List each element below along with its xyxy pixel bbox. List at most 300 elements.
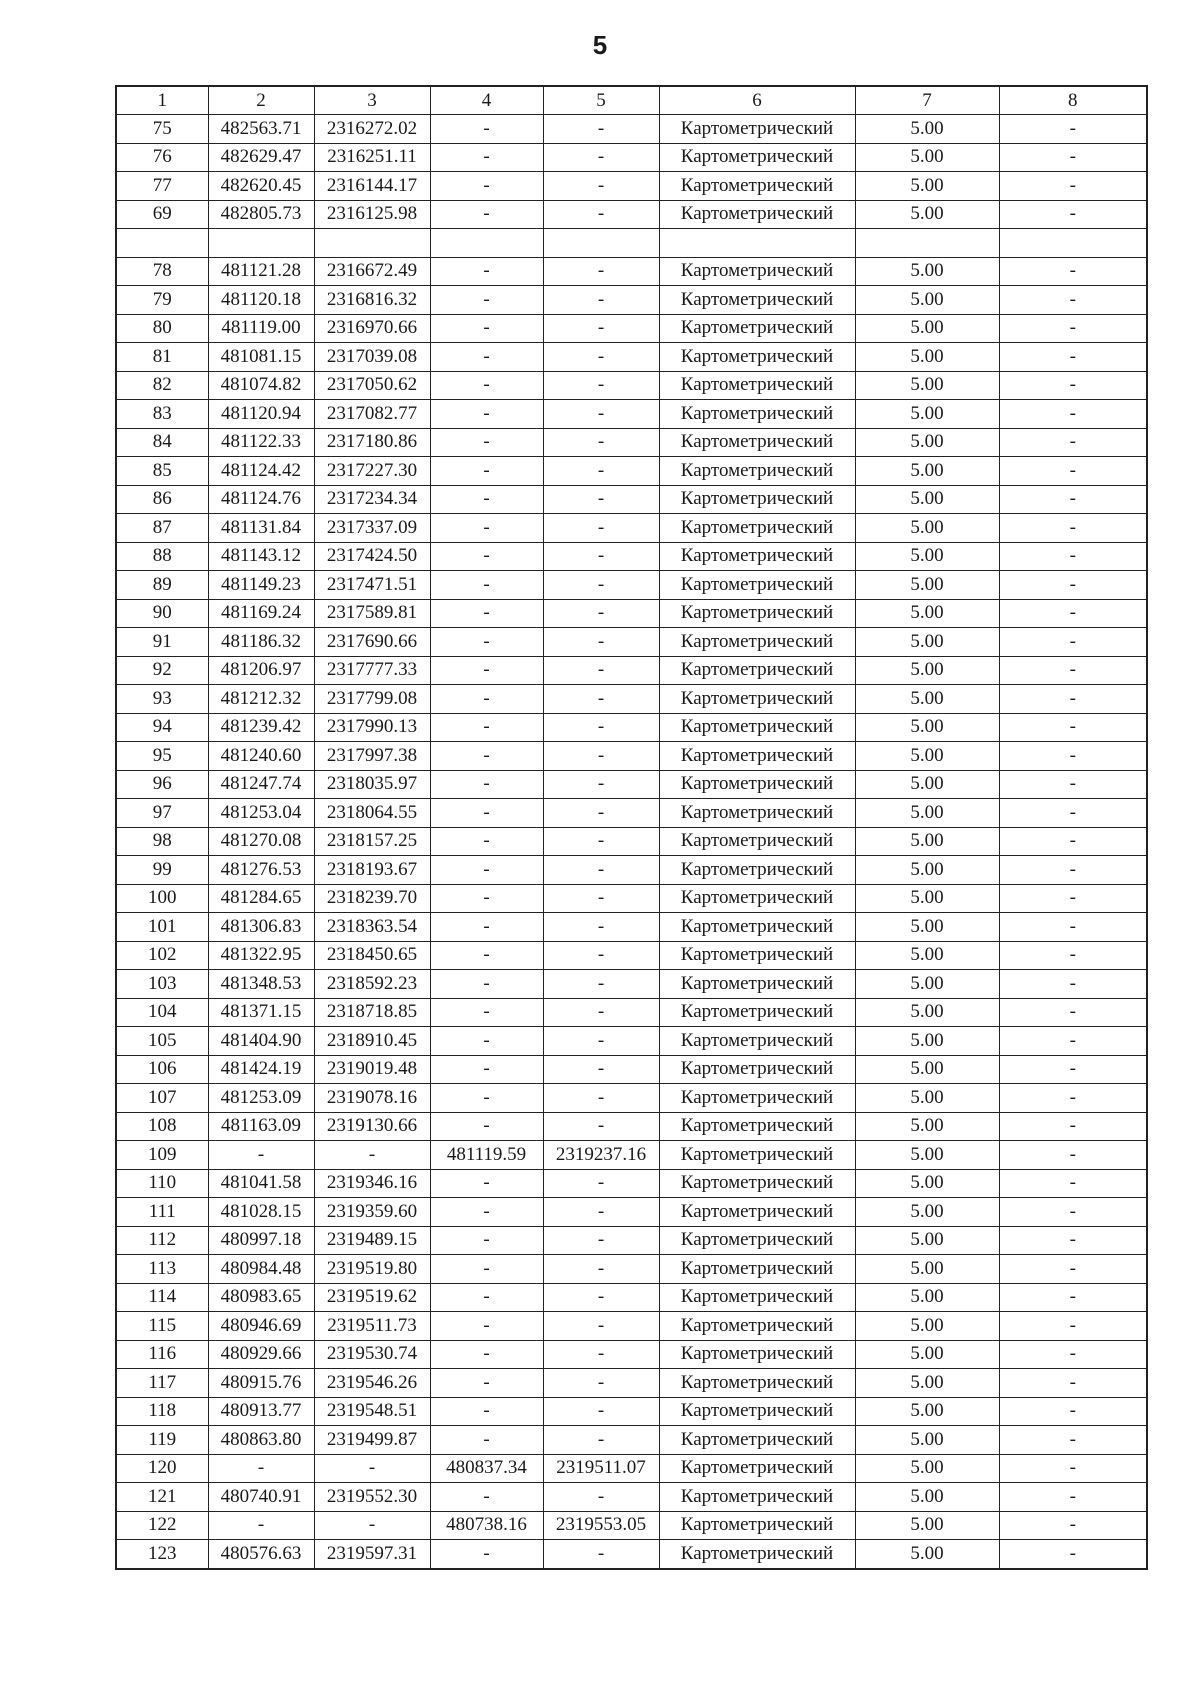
x-new-cell: - [430, 514, 543, 543]
x-new-cell: - [430, 371, 543, 400]
description-cell: - [999, 1426, 1147, 1455]
method-cell: Картометрический [659, 371, 855, 400]
point-number-cell: 82 [116, 371, 208, 400]
y-coordinate-cell: 2316144.17 [314, 172, 430, 201]
y-coordinate-cell: 2318157.25 [314, 827, 430, 856]
method-cell: Картометрический [659, 1112, 855, 1141]
table-body [116, 115, 1147, 1569]
accuracy-cell: 5.00 [855, 913, 999, 942]
method-cell: Картометрический [659, 1198, 855, 1227]
method-cell: Картометрический [659, 1226, 855, 1255]
y-new-cell: - [543, 343, 659, 372]
y-new-cell: - [543, 884, 659, 913]
description-cell: - [999, 1198, 1147, 1227]
x-new-cell: - [430, 1397, 543, 1426]
table-row [116, 941, 1147, 970]
x-new-cell: - [430, 1112, 543, 1141]
description-cell: - [999, 457, 1147, 486]
description-cell: - [999, 514, 1147, 543]
y-coordinate-cell: 2319359.60 [314, 1198, 430, 1227]
accuracy-cell: 5.00 [855, 1454, 999, 1483]
accuracy-cell: 5.00 [855, 314, 999, 343]
y-new-cell: - [543, 970, 659, 999]
x-coordinate-cell: 481424.19 [208, 1055, 314, 1084]
point-number-cell: 114 [116, 1283, 208, 1312]
x-new-cell: - [430, 713, 543, 742]
point-number-cell: 97 [116, 799, 208, 828]
table-row [116, 827, 1147, 856]
point-number-cell: 109 [116, 1141, 208, 1170]
column-header-1: 1 [116, 86, 208, 115]
point-number-cell: 77 [116, 172, 208, 201]
method-cell: Картометрический [659, 913, 855, 942]
x-coordinate-cell: 481163.09 [208, 1112, 314, 1141]
y-new-cell: 2319237.16 [543, 1141, 659, 1170]
column-header-6: 6 [659, 86, 855, 115]
x-new-cell: - [430, 856, 543, 885]
accuracy-cell: 5.00 [855, 542, 999, 571]
y-new-cell: - [543, 656, 659, 685]
description-cell: - [999, 742, 1147, 771]
accuracy-cell: 5.00 [855, 856, 999, 885]
accuracy-cell: 5.00 [855, 685, 999, 714]
accuracy-cell: 5.00 [855, 343, 999, 372]
y-coordinate-cell: 2317990.13 [314, 713, 430, 742]
point-number-cell: 122 [116, 1511, 208, 1540]
description-cell: - [999, 941, 1147, 970]
table-row [116, 115, 1147, 144]
point-number-cell: 118 [116, 1397, 208, 1426]
accuracy-cell: 5.00 [855, 628, 999, 657]
x-new-cell: 481119.59 [430, 1141, 543, 1170]
table-row [116, 599, 1147, 628]
method-cell: Картометрический [659, 1454, 855, 1483]
table-row [116, 799, 1147, 828]
accuracy-cell: 5.00 [855, 884, 999, 913]
x-coordinate-cell: 481120.18 [208, 286, 314, 315]
point-number-cell: 99 [116, 856, 208, 885]
accuracy-cell: 5.00 [855, 371, 999, 400]
accuracy-cell: 5.00 [855, 970, 999, 999]
table-row [116, 1511, 1147, 1540]
y-new-cell: - [543, 1084, 659, 1113]
page-number: 5 [592, 30, 608, 60]
description-cell: - [999, 599, 1147, 628]
method-cell: Картометрический [659, 571, 855, 600]
table-row [116, 656, 1147, 685]
table-row [116, 884, 1147, 913]
y-new-cell: - [543, 1397, 659, 1426]
y-coordinate-cell: 2317424.50 [314, 542, 430, 571]
y-coordinate-cell: 2319597.31 [314, 1540, 430, 1569]
point-number-cell: 78 [116, 257, 208, 286]
point-number-cell: 98 [116, 827, 208, 856]
x-coordinate-cell: 481306.83 [208, 913, 314, 942]
accuracy-cell: 5.00 [855, 713, 999, 742]
y-coordinate-cell: 2319489.15 [314, 1226, 430, 1255]
y-coordinate-cell: 2318035.97 [314, 770, 430, 799]
description-cell: - [999, 770, 1147, 799]
method-cell: Картометрический [659, 1055, 855, 1084]
method-cell: Картометрический [659, 1169, 855, 1198]
description-cell: - [999, 343, 1147, 372]
y-coordinate-cell: 2319019.48 [314, 1055, 430, 1084]
x-new-cell: - [430, 1540, 543, 1569]
accuracy-cell: 5.00 [855, 1540, 999, 1569]
point-number-cell: 88 [116, 542, 208, 571]
point-number-cell: 100 [116, 884, 208, 913]
table-row [116, 343, 1147, 372]
y-new-cell: - [543, 1340, 659, 1369]
table-row [116, 143, 1147, 172]
x-coordinate-cell: 480946.69 [208, 1312, 314, 1341]
point-number-cell: 121 [116, 1483, 208, 1512]
y-coordinate-cell: 2317799.08 [314, 685, 430, 714]
y-new-cell: - [543, 314, 659, 343]
y-coordinate-cell: 2319499.87 [314, 1426, 430, 1455]
table-row [116, 1454, 1147, 1483]
table-row [116, 1112, 1147, 1141]
point-number-cell: 85 [116, 457, 208, 486]
method-cell: Картометрический [659, 656, 855, 685]
description-cell: - [999, 1454, 1147, 1483]
method-cell: Картометрический [659, 457, 855, 486]
x-coordinate-cell: 482629.47 [208, 143, 314, 172]
table-row [116, 542, 1147, 571]
description-cell: - [999, 1511, 1147, 1540]
x-coordinate-cell: 481247.74 [208, 770, 314, 799]
x-coordinate-cell: 481404.90 [208, 1027, 314, 1056]
table-header-row [116, 86, 1147, 115]
point-number-cell: 80 [116, 314, 208, 343]
table-row [116, 998, 1147, 1027]
column-header-8: 8 [999, 86, 1147, 115]
x-new-cell: - [430, 172, 543, 201]
description-cell [999, 229, 1147, 258]
x-coordinate-cell: 481074.82 [208, 371, 314, 400]
x-new-cell: - [430, 799, 543, 828]
accuracy-cell: 5.00 [855, 143, 999, 172]
accuracy-cell: 5.00 [855, 286, 999, 315]
description-cell: - [999, 1283, 1147, 1312]
y-new-cell: - [543, 941, 659, 970]
y-new-cell: - [543, 913, 659, 942]
x-new-cell: - [430, 941, 543, 970]
y-new-cell: - [543, 770, 659, 799]
y-coordinate-cell: 2319548.51 [314, 1397, 430, 1426]
x-coordinate-cell: 481081.15 [208, 343, 314, 372]
table-row [116, 713, 1147, 742]
table-row [116, 1169, 1147, 1198]
y-new-cell: - [543, 1112, 659, 1141]
x-coordinate-cell: 480997.18 [208, 1226, 314, 1255]
description-cell: - [999, 400, 1147, 429]
table-row [116, 1369, 1147, 1398]
point-number-cell: 106 [116, 1055, 208, 1084]
x-new-cell: - [430, 685, 543, 714]
x-new-cell: - [430, 827, 543, 856]
accuracy-cell: 5.00 [855, 770, 999, 799]
point-number-cell: 123 [116, 1540, 208, 1569]
table-row [116, 257, 1147, 286]
y-new-cell: - [543, 998, 659, 1027]
y-coordinate-cell: 2319546.26 [314, 1369, 430, 1398]
accuracy-cell: 5.00 [855, 599, 999, 628]
point-number-cell: 107 [116, 1084, 208, 1113]
accuracy-cell: 5.00 [855, 571, 999, 600]
method-cell: Картометрический [659, 970, 855, 999]
table-row [116, 1397, 1147, 1426]
point-number-cell: 87 [116, 514, 208, 543]
y-new-cell: - [543, 1198, 659, 1227]
accuracy-cell [855, 229, 999, 258]
point-number-cell: 111 [116, 1198, 208, 1227]
x-coordinate-cell: - [208, 1454, 314, 1483]
method-cell: Картометрический [659, 343, 855, 372]
y-new-cell: - [543, 143, 659, 172]
table-row [116, 514, 1147, 543]
point-number-cell: 96 [116, 770, 208, 799]
point-number-cell: 105 [116, 1027, 208, 1056]
accuracy-cell: 5.00 [855, 1369, 999, 1398]
accuracy-cell: 5.00 [855, 428, 999, 457]
method-cell: Картометрический [659, 1426, 855, 1455]
y-coordinate-cell: 2316251.11 [314, 143, 430, 172]
table-row [116, 1055, 1147, 1084]
x-coordinate-cell: 481028.15 [208, 1198, 314, 1227]
description-cell: - [999, 1226, 1147, 1255]
description-cell: - [999, 856, 1147, 885]
accuracy-cell: 5.00 [855, 1340, 999, 1369]
y-new-cell: - [543, 628, 659, 657]
description-cell: - [999, 200, 1147, 229]
method-cell: Картометрический [659, 542, 855, 571]
method-cell: Картометрический [659, 200, 855, 229]
accuracy-cell: 5.00 [855, 1426, 999, 1455]
accuracy-cell: 5.00 [855, 1112, 999, 1141]
description-cell: - [999, 428, 1147, 457]
x-coordinate-cell: 481206.97 [208, 656, 314, 685]
table-row [116, 485, 1147, 514]
y-coordinate-cell: 2317690.66 [314, 628, 430, 657]
table-row [116, 1340, 1147, 1369]
x-new-cell: - [430, 770, 543, 799]
x-new-cell: - [430, 1198, 543, 1227]
x-coordinate-cell: - [208, 1141, 314, 1170]
x-coordinate-cell: 481041.58 [208, 1169, 314, 1198]
x-coordinate-cell: 481124.76 [208, 485, 314, 514]
x-new-cell: - [430, 1340, 543, 1369]
accuracy-cell: 5.00 [855, 1312, 999, 1341]
point-number-cell: 108 [116, 1112, 208, 1141]
y-coordinate-cell: 2317234.34 [314, 485, 430, 514]
table-row [116, 428, 1147, 457]
method-cell: Картометрический [659, 827, 855, 856]
method-cell: Картометрический [659, 628, 855, 657]
method-cell: Картометрический [659, 1369, 855, 1398]
description-cell: - [999, 571, 1147, 600]
method-cell: Картометрический [659, 1340, 855, 1369]
description-cell: - [999, 998, 1147, 1027]
description-cell: - [999, 628, 1147, 657]
point-number-cell: 92 [116, 656, 208, 685]
y-new-cell: - [543, 1226, 659, 1255]
point-number-cell [116, 229, 208, 258]
accuracy-cell: 5.00 [855, 1511, 999, 1540]
x-coordinate-cell: 480913.77 [208, 1397, 314, 1426]
column-header-3: 3 [314, 86, 430, 115]
y-new-cell: - [543, 1169, 659, 1198]
point-number-cell: 90 [116, 599, 208, 628]
y-new-cell: - [543, 1055, 659, 1084]
x-coordinate-cell: 481371.15 [208, 998, 314, 1027]
y-coordinate-cell: 2318363.54 [314, 913, 430, 942]
y-new-cell: - [543, 257, 659, 286]
y-coordinate-cell: 2318718.85 [314, 998, 430, 1027]
x-new-cell: - [430, 485, 543, 514]
x-new-cell: - [430, 1369, 543, 1398]
point-number-cell: 86 [116, 485, 208, 514]
x-coordinate-cell: 480863.80 [208, 1426, 314, 1455]
x-coordinate-cell: 480984.48 [208, 1255, 314, 1284]
x-new-cell: - [430, 400, 543, 429]
accuracy-cell: 5.00 [855, 115, 999, 144]
description-cell: - [999, 1483, 1147, 1512]
accuracy-cell: 5.00 [855, 457, 999, 486]
y-coordinate-cell: 2318064.55 [314, 799, 430, 828]
x-coordinate-cell: 481186.32 [208, 628, 314, 657]
coordinates-table [115, 85, 1148, 1570]
y-coordinate-cell: 2319552.30 [314, 1483, 430, 1512]
x-coordinate-cell: 481253.04 [208, 799, 314, 828]
x-new-cell: - [430, 1483, 543, 1512]
point-number-cell: 101 [116, 913, 208, 942]
y-coordinate-cell: 2317471.51 [314, 571, 430, 600]
method-cell: Картометрический [659, 1312, 855, 1341]
y-coordinate-cell: 2317180.86 [314, 428, 430, 457]
description-cell: - [999, 1055, 1147, 1084]
accuracy-cell: 5.00 [855, 1198, 999, 1227]
x-coordinate-cell: 482563.71 [208, 115, 314, 144]
x-new-cell: - [430, 257, 543, 286]
x-new-cell: - [430, 1312, 543, 1341]
method-cell: Картометрический [659, 856, 855, 885]
accuracy-cell: 5.00 [855, 1283, 999, 1312]
description-cell: - [999, 1084, 1147, 1113]
y-new-cell: - [543, 115, 659, 144]
x-new-cell: - [430, 1027, 543, 1056]
accuracy-cell: 5.00 [855, 1084, 999, 1113]
x-new-cell: - [430, 1426, 543, 1455]
y-new-cell: - [543, 1483, 659, 1512]
description-cell: - [999, 913, 1147, 942]
point-number-cell: 104 [116, 998, 208, 1027]
x-new-cell: - [430, 1255, 543, 1284]
point-number-cell: 79 [116, 286, 208, 315]
table-row [116, 1226, 1147, 1255]
description-cell: - [999, 685, 1147, 714]
accuracy-cell: 5.00 [855, 1055, 999, 1084]
description-cell: - [999, 371, 1147, 400]
column-header-5: 5 [543, 86, 659, 115]
accuracy-cell: 5.00 [855, 257, 999, 286]
description-cell: - [999, 286, 1147, 315]
method-cell: Картометрический [659, 1283, 855, 1312]
y-new-cell: - [543, 1255, 659, 1284]
y-coordinate-cell: - [314, 1511, 430, 1540]
x-new-cell: - [430, 542, 543, 571]
y-coordinate-cell: 2318239.70 [314, 884, 430, 913]
table-row [116, 1027, 1147, 1056]
x-new-cell: - [430, 656, 543, 685]
y-new-cell: - [543, 514, 659, 543]
x-coordinate-cell: 481169.24 [208, 599, 314, 628]
column-header-2: 2 [208, 86, 314, 115]
point-number-cell: 93 [116, 685, 208, 714]
table-row [116, 1255, 1147, 1284]
y-coordinate-cell: 2317039.08 [314, 343, 430, 372]
y-coordinate-cell: 2319519.62 [314, 1283, 430, 1312]
x-coordinate-cell: 481120.94 [208, 400, 314, 429]
description-cell: - [999, 827, 1147, 856]
table-row [116, 628, 1147, 657]
y-coordinate-cell: 2316970.66 [314, 314, 430, 343]
x-coordinate-cell: 481212.32 [208, 685, 314, 714]
table-row [116, 371, 1147, 400]
description-cell: - [999, 1369, 1147, 1398]
y-coordinate-cell: - [314, 1141, 430, 1170]
accuracy-cell: 5.00 [855, 514, 999, 543]
x-new-cell: - [430, 115, 543, 144]
table-row [116, 571, 1147, 600]
accuracy-cell: 5.00 [855, 1027, 999, 1056]
description-cell: - [999, 172, 1147, 201]
y-new-cell: - [543, 286, 659, 315]
accuracy-cell: 5.00 [855, 656, 999, 685]
table-row [116, 1312, 1147, 1341]
accuracy-cell: 5.00 [855, 1255, 999, 1284]
point-number-cell: 112 [116, 1226, 208, 1255]
table-row [116, 1198, 1147, 1227]
x-new-cell: - [430, 1169, 543, 1198]
y-new-cell: - [543, 172, 659, 201]
x-new-cell: - [430, 314, 543, 343]
x-new-cell: - [430, 599, 543, 628]
method-cell: Картометрический [659, 1511, 855, 1540]
table-row [116, 1084, 1147, 1113]
y-new-cell: - [543, 713, 659, 742]
method-cell: Картометрический [659, 998, 855, 1027]
x-new-cell: - [430, 913, 543, 942]
x-new-cell: 480837.34 [430, 1454, 543, 1483]
x-coordinate-cell: - [208, 1511, 314, 1540]
y-coordinate-cell: 2317050.62 [314, 371, 430, 400]
y-coordinate-cell: 2317777.33 [314, 656, 430, 685]
accuracy-cell: 5.00 [855, 827, 999, 856]
y-new-cell: 2319553.05 [543, 1511, 659, 1540]
y-new-cell: - [543, 371, 659, 400]
y-new-cell: - [543, 485, 659, 514]
table-row [116, 400, 1147, 429]
y-new-cell: - [543, 200, 659, 229]
table-row [116, 770, 1147, 799]
y-coordinate-cell: 2318450.65 [314, 941, 430, 970]
y-new-cell: - [543, 1027, 659, 1056]
point-number-cell: 103 [116, 970, 208, 999]
table-row [116, 229, 1147, 258]
x-coordinate-cell: 481253.09 [208, 1084, 314, 1113]
x-coordinate-cell: 481119.00 [208, 314, 314, 343]
